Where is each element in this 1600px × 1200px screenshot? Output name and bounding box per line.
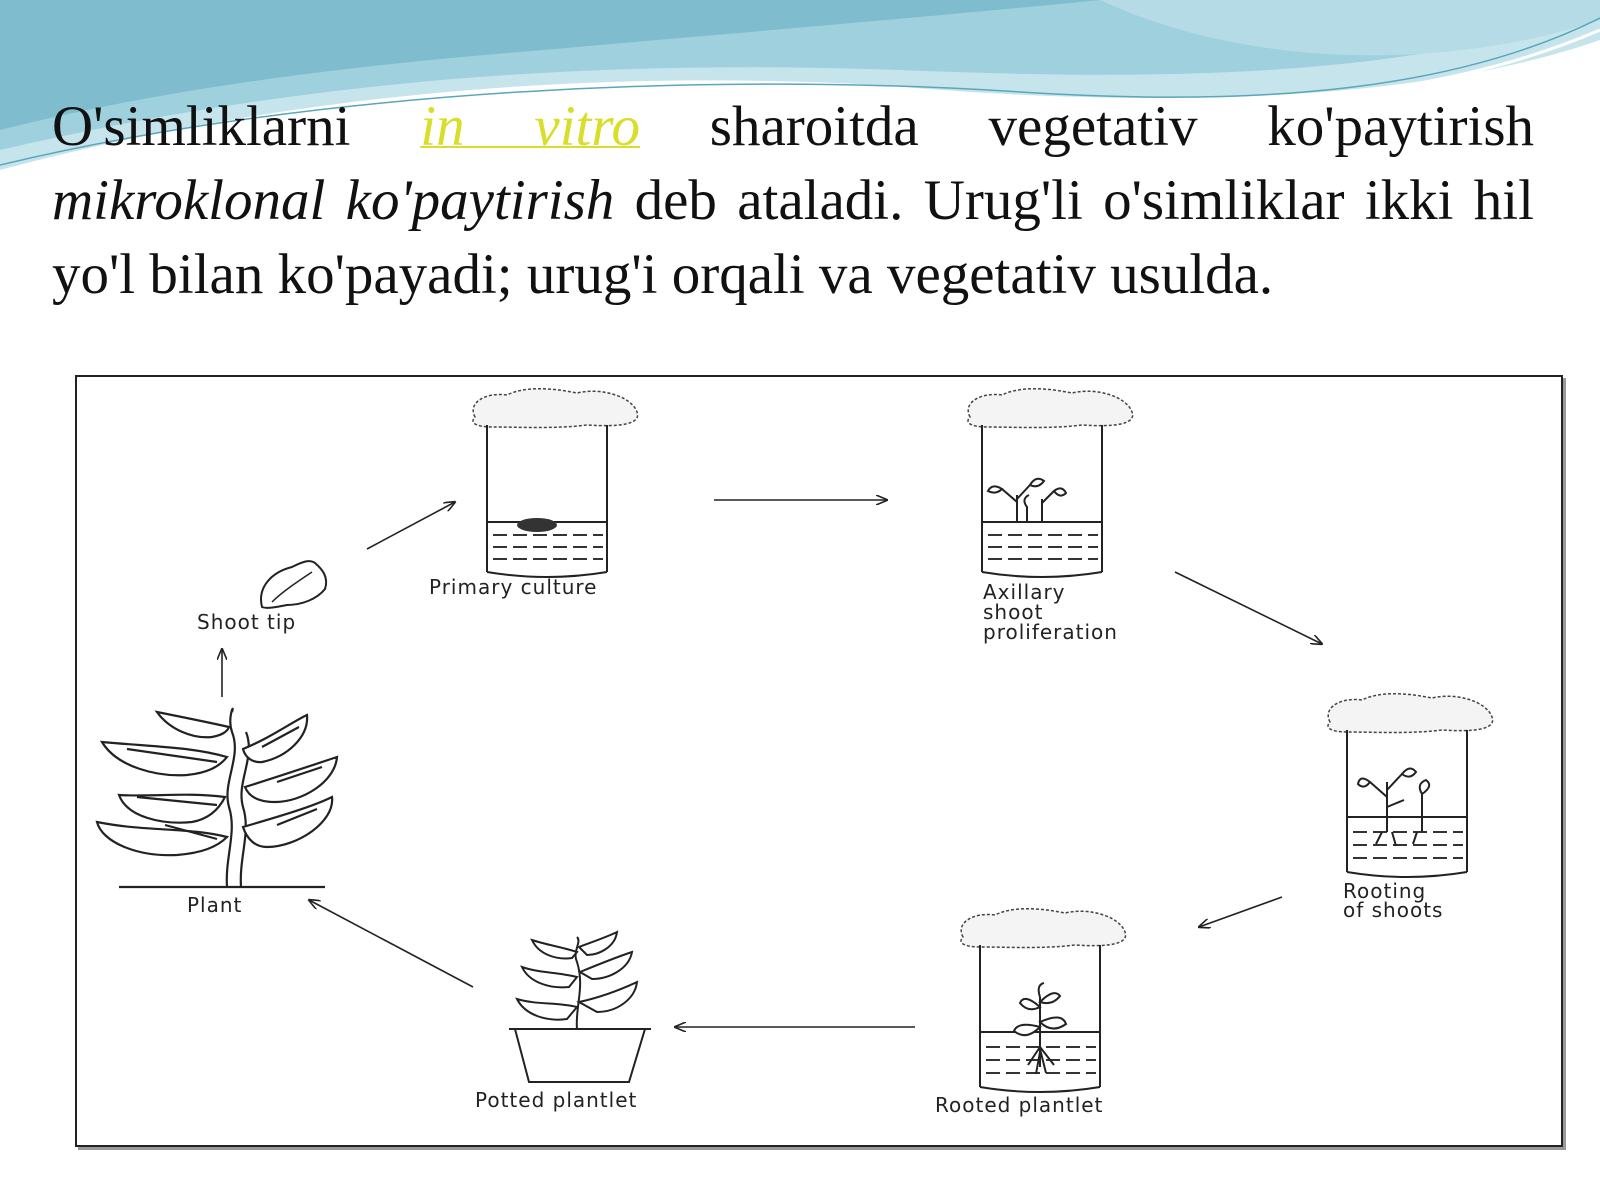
- rooting-tube: [1328, 694, 1493, 877]
- primary-culture-tube: [473, 389, 638, 577]
- label-axillary-line1: Axillary: [983, 580, 1066, 604]
- paragraph-text-1: O'simliklarni: [52, 95, 351, 158]
- potted-plantlet-drawing: [509, 932, 651, 1082]
- label-axillary-line3: proliferation: [983, 620, 1118, 644]
- arrow-rooting-to-rooted: [1199, 897, 1282, 927]
- axillary-proliferation-tube: [968, 389, 1133, 577]
- label-primary-culture: Primary culture: [429, 575, 598, 599]
- rooted-plantlet-tube: [961, 909, 1126, 1092]
- paragraph-text-2: sharoitda vegetativ ko'paytirish: [709, 95, 1535, 158]
- arrow-shoot-tip-to-primary: [367, 502, 455, 549]
- paragraph-italic-term: mikroklonal ko'paytirish: [52, 169, 615, 232]
- paragraph-text-3: deb ataladi. Urug'li o'simliklar ikki hil yo'l bilan ko'payadi; urug'i orqali va vegetativ usulda.: [52, 169, 1534, 306]
- arrow-axillary-to-rooting: [1175, 572, 1322, 644]
- flow-arrows: [222, 500, 1322, 1027]
- shoot-tip-drawing: [261, 561, 326, 608]
- label-rooting-line1: Rooting: [1343, 879, 1427, 903]
- mother-plant-drawing: [97, 709, 337, 887]
- intro-paragraph: [52, 90, 1534, 312]
- label-shoot-tip: Shoot tip: [197, 610, 297, 634]
- label-axillary-line2: shoot: [983, 600, 1044, 624]
- label-potted-plantlet: Potted plantlet: [475, 1088, 638, 1112]
- micropropagation-diagram: [75, 375, 1563, 1147]
- label-plant: Plant: [187, 893, 243, 917]
- arrow-potted-to-plant: [309, 900, 473, 987]
- in-vitro-link[interactable]: in vitro: [420, 95, 640, 158]
- label-rooting-line2: of shoots: [1343, 898, 1444, 922]
- label-rooted-plantlet: Rooted plantlet: [935, 1093, 1104, 1117]
